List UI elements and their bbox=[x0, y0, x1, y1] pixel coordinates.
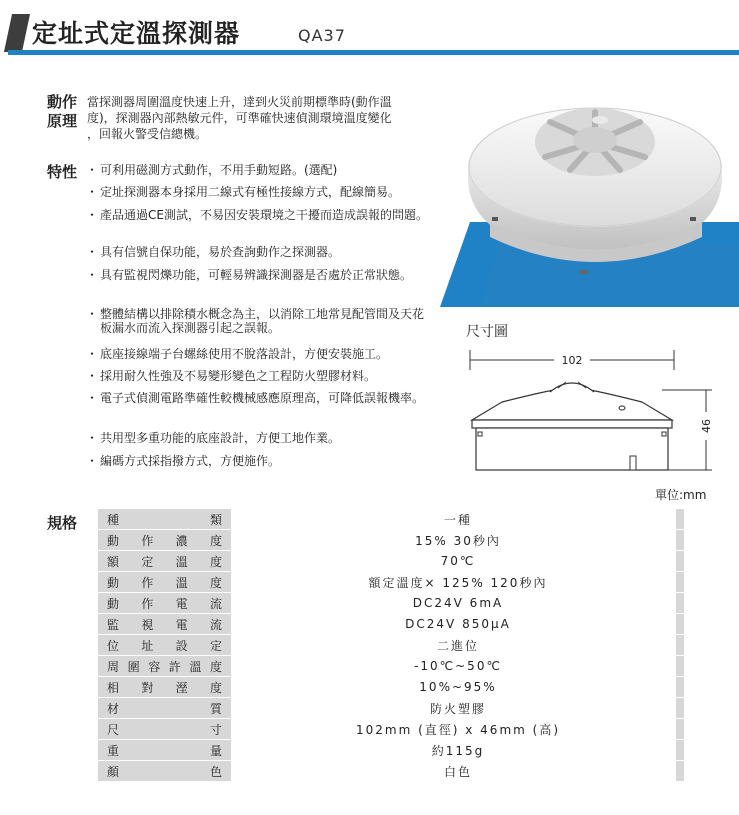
table-row: 種類 一種 bbox=[98, 509, 684, 530]
header-rule bbox=[8, 50, 739, 55]
model-number: QA37 bbox=[298, 26, 346, 45]
feature-item: ・ 底座接線端子台螺絲使用不脫落設計，方便安裝施工。 bbox=[86, 347, 434, 361]
features-label: 特性 bbox=[47, 163, 78, 181]
table-row: 動作電流 DC24V 6mA bbox=[98, 593, 684, 614]
diagram-title: 尺寸圖 bbox=[466, 324, 508, 340]
dimension-diagram bbox=[462, 342, 732, 482]
principle-label: 動作 原理 bbox=[47, 93, 78, 130]
table-row: 額定溫度 70℃ bbox=[98, 551, 684, 572]
feature-item: ・ 具有監視閃爍功能，可輕易辨識探測器是否處於正常狀態。 bbox=[86, 268, 434, 282]
table-row: 材質 防火塑膠 bbox=[98, 698, 684, 719]
product-photo bbox=[440, 72, 739, 307]
spec-table bbox=[98, 509, 684, 782]
feature-item: ・ 電子式偵測電路準確性較機械感應原理高，可降低誤報機率。 bbox=[86, 391, 434, 405]
feature-item: ・ 整體結構以排除積水概念為主，以消除工地常見配管間及天花板漏水而流入探測器引起之誤報。 bbox=[86, 307, 434, 335]
unit-label: 單位:mm bbox=[655, 488, 707, 502]
table-row: 監視電流 DC24V 850μA bbox=[98, 614, 684, 635]
table-row: 動作溫度 額定溫度× 125% 120秒內 bbox=[98, 572, 684, 593]
table-row: 位址設定 二進位 bbox=[98, 635, 684, 656]
table-row: 周圍容許溫度 -10℃~50℃ bbox=[98, 656, 684, 677]
feature-item: ・ 產品通過CE測試，不易因安裝環境之干擾而造成誤報的問題。 bbox=[86, 208, 434, 222]
feature-item: ・ 共用型多重功能的底座設計，方便工地作業。 bbox=[86, 431, 434, 445]
feature-item: ・ 定址探測器本身採用二線式有極性接線方式，配線簡易。 bbox=[86, 185, 434, 199]
page-title: 定址式定溫探測器 bbox=[32, 19, 241, 48]
specs-label: 規格 bbox=[47, 514, 78, 532]
height-label: 46 bbox=[700, 419, 713, 433]
width-label: 102 bbox=[561, 354, 583, 367]
feature-item: ・ 具有信號自保功能，易於查詢動作之探測器。 bbox=[86, 245, 434, 259]
table-row: 尺寸 102mm (直徑) x 46mm (高) bbox=[98, 719, 684, 740]
feature-item: ・ 可利用磁測方式動作，不用手動短路。(選配) bbox=[86, 163, 434, 177]
feature-item: ・ 編碼方式採指撥方式，方便施作。 bbox=[86, 454, 434, 468]
title-accent-bar bbox=[4, 14, 30, 52]
feature-item: ・ 採用耐久性強及不易變形變色之工程防火塑膠材料。 bbox=[86, 369, 434, 383]
table-row: 相對溼度 10%~95% bbox=[98, 677, 684, 698]
table-row: 重量 約115g bbox=[98, 740, 684, 761]
table-row: 顏色 白色 bbox=[98, 761, 684, 782]
table-row: 動作濃度 15% 30秒內 bbox=[98, 530, 684, 551]
principle-text: 當探測器周圍溫度快速上升，達到火災前期標準時(動作溫 度)，探測器內部熱敏元件，可準確快速偵測環境溫度變化 ，回報火警受信總機。 bbox=[87, 95, 392, 141]
